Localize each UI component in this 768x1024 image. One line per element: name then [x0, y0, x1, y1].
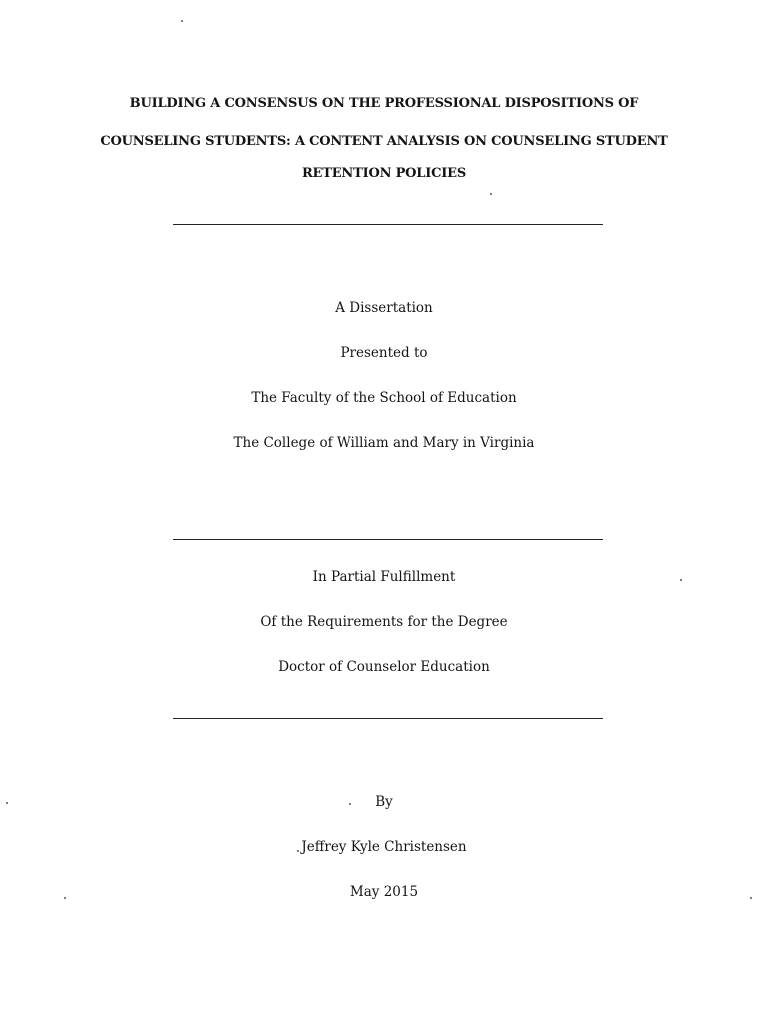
document-type: A Dissertation: [335, 300, 433, 316]
title-line-2: COUNSELING STUDENTS: A CONTENT ANALYSIS ON COUNSELING STUDENT: [100, 134, 668, 149]
scan-speck: [490, 193, 492, 195]
by-label: By: [375, 794, 393, 810]
degree-name: Doctor of Counselor Education: [278, 659, 490, 675]
scan-speck: [750, 897, 752, 899]
title-line-3: RETENTION POLICIES: [301, 166, 467, 181]
scan-speck: [181, 20, 183, 22]
institution-name: The College of William and Mary in Virginia: [233, 435, 535, 451]
divider-rule-top: [173, 224, 603, 225]
fulfillment-line: In Partial Fulfillment: [312, 569, 456, 585]
faculty-name: The Faculty of the School of Education: [251, 390, 517, 406]
presented-to: Presented to: [340, 345, 428, 361]
author-name: Jeffrey Kyle Christensen: [301, 839, 467, 855]
divider-rule-bottom: [173, 718, 603, 719]
scan-speck: [6, 802, 8, 804]
title-line-1: BUILDING A CONSENSUS ON THE PROFESSIONAL DISPOSITIONS OF: [129, 96, 639, 111]
requirements-line: Of the Requirements for the Degree: [260, 614, 508, 630]
submission-date: May 2015: [349, 884, 419, 900]
scan-speck: [680, 579, 682, 581]
scan-speck: [64, 897, 66, 899]
scan-speck: [297, 850, 299, 852]
divider-rule-middle: [173, 539, 603, 540]
scan-speck: [349, 803, 351, 805]
